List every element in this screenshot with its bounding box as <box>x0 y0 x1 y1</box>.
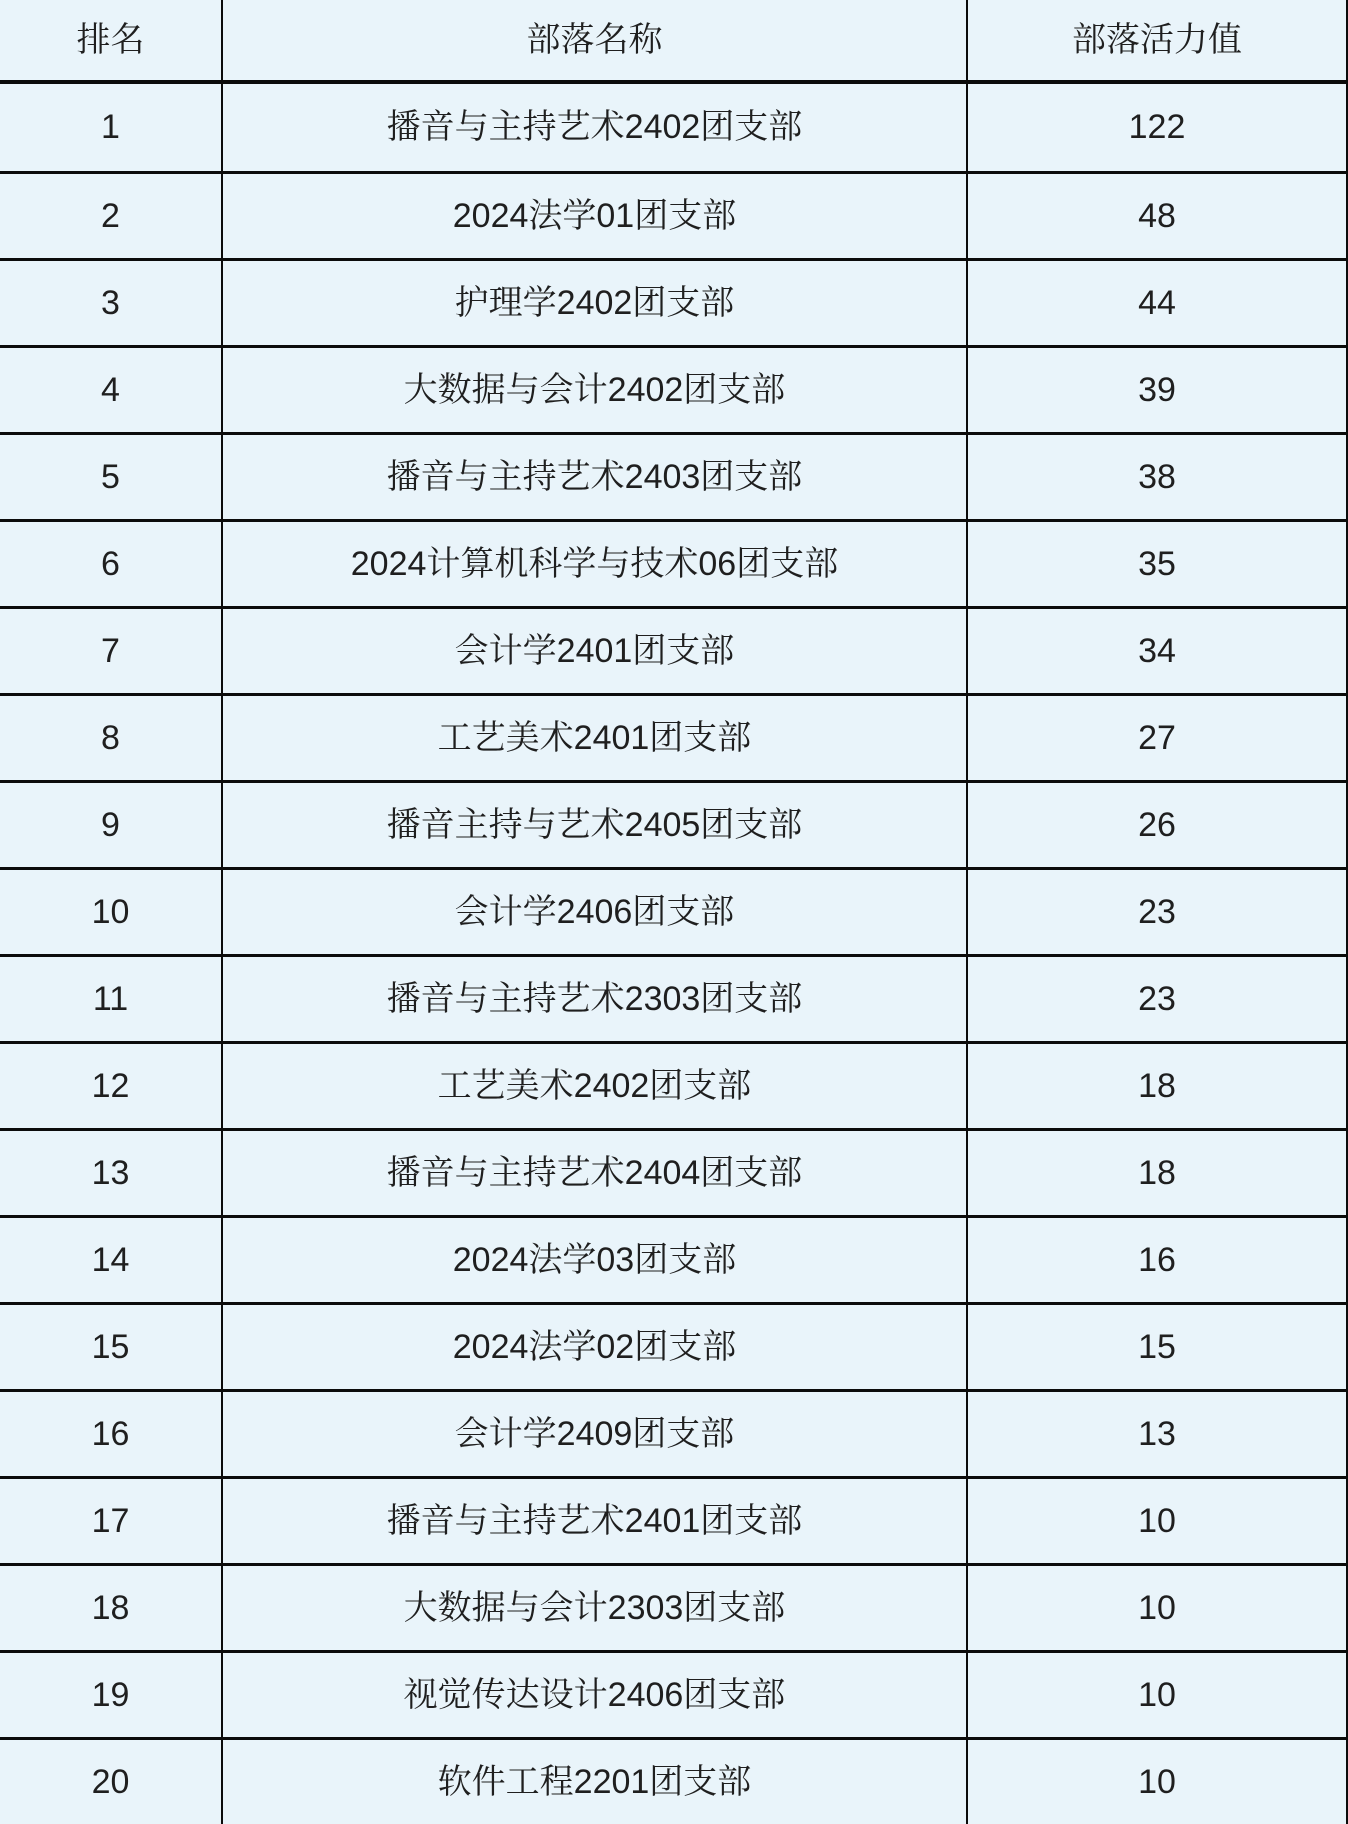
tribe-name-cell: 会计学2409团支部 <box>223 1392 968 1476</box>
rank-cell: 1 <box>0 84 223 171</box>
tribe-name-cell: 2024计算机科学与技术06团支部 <box>223 522 968 606</box>
rank-cell: 3 <box>0 261 223 345</box>
rank-cell: 16 <box>0 1392 223 1476</box>
rank-cell: 12 <box>0 1044 223 1128</box>
vitality-cell: 122 <box>968 84 1348 171</box>
vitality-cell: 27 <box>968 696 1348 780</box>
rank-cell: 7 <box>0 609 223 693</box>
rank-cell: 19 <box>0 1653 223 1737</box>
table-row <box>0 84 1348 171</box>
table-row <box>0 519 1348 606</box>
vitality-cell: 26 <box>968 783 1348 867</box>
tribe-name-cell: 护理学2402团支部 <box>223 261 968 345</box>
vitality-cell: 10 <box>968 1653 1348 1737</box>
tribe-name-cell: 软件工程2201团支部 <box>223 1740 968 1824</box>
table-row <box>0 1476 1348 1563</box>
rank-cell: 4 <box>0 348 223 432</box>
vitality-cell: 18 <box>968 1131 1348 1215</box>
table-row <box>0 345 1348 432</box>
vitality-cell: 10 <box>968 1566 1348 1650</box>
vitality-cell: 10 <box>968 1479 1348 1563</box>
tribe-name-cell: 播音与主持艺术2403团支部 <box>223 435 968 519</box>
rank-cell: 11 <box>0 957 223 1041</box>
tribe-name-cell: 2024法学01团支部 <box>223 174 968 258</box>
rank-cell: 20 <box>0 1740 223 1824</box>
vitality-cell: 18 <box>968 1044 1348 1128</box>
table-row <box>0 954 1348 1041</box>
vitality-cell: 16 <box>968 1218 1348 1302</box>
tribe-name-cell: 播音与主持艺术2404团支部 <box>223 1131 968 1215</box>
tribe-name-cell: 大数据与会计2402团支部 <box>223 348 968 432</box>
table-row <box>0 867 1348 954</box>
tribe-name-cell: 播音主持与艺术2405团支部 <box>223 783 968 867</box>
table-row <box>0 1128 1348 1215</box>
table-row <box>0 606 1348 693</box>
rank-cell: 17 <box>0 1479 223 1563</box>
rank-cell: 6 <box>0 522 223 606</box>
tribe-name-cell: 工艺美术2402团支部 <box>223 1044 968 1128</box>
table-row <box>0 1389 1348 1476</box>
vitality-cell: 10 <box>968 1740 1348 1824</box>
rank-cell: 10 <box>0 870 223 954</box>
header-vitality-value: 部落活力值 <box>968 0 1348 80</box>
vitality-cell: 15 <box>968 1305 1348 1389</box>
table-row <box>0 780 1348 867</box>
tribe-name-cell: 播音与主持艺术2401团支部 <box>223 1479 968 1563</box>
tribe-name-cell: 大数据与会计2303团支部 <box>223 1566 968 1650</box>
tribe-name-cell: 播音与主持艺术2402团支部 <box>223 84 968 171</box>
rank-cell: 14 <box>0 1218 223 1302</box>
tribe-name-cell: 播音与主持艺术2303团支部 <box>223 957 968 1041</box>
table-row <box>0 693 1348 780</box>
tribe-name-cell: 2024法学02团支部 <box>223 1305 968 1389</box>
vitality-cell: 48 <box>968 174 1348 258</box>
vitality-cell: 23 <box>968 870 1348 954</box>
vitality-cell: 23 <box>968 957 1348 1041</box>
tribe-name-cell: 视觉传达设计2406团支部 <box>223 1653 968 1737</box>
table-row <box>0 258 1348 345</box>
header-tribe-name: 部落名称 <box>223 0 968 80</box>
vitality-cell: 35 <box>968 522 1348 606</box>
rank-cell: 13 <box>0 1131 223 1215</box>
vitality-cell: 39 <box>968 348 1348 432</box>
table-row <box>0 171 1348 258</box>
tribe-name-cell: 会计学2406团支部 <box>223 870 968 954</box>
vitality-cell: 13 <box>968 1392 1348 1476</box>
table-row <box>0 1215 1348 1302</box>
table-header-row <box>0 0 1348 84</box>
table-row <box>0 1650 1348 1737</box>
rank-cell: 18 <box>0 1566 223 1650</box>
table-row <box>0 432 1348 519</box>
tribe-name-cell: 工艺美术2401团支部 <box>223 696 968 780</box>
rank-cell: 9 <box>0 783 223 867</box>
header-rank: 排名 <box>0 0 223 80</box>
vitality-cell: 44 <box>968 261 1348 345</box>
vitality-cell: 34 <box>968 609 1348 693</box>
rank-cell: 8 <box>0 696 223 780</box>
table-row <box>0 1041 1348 1128</box>
tribe-name-cell: 2024法学03团支部 <box>223 1218 968 1302</box>
rank-cell: 15 <box>0 1305 223 1389</box>
tribe-name-cell: 会计学2401团支部 <box>223 609 968 693</box>
table-row <box>0 1563 1348 1650</box>
rank-cell: 5 <box>0 435 223 519</box>
vitality-cell: 38 <box>968 435 1348 519</box>
table-body <box>0 84 1348 1824</box>
table-row <box>0 1302 1348 1389</box>
table-row <box>0 1737 1348 1824</box>
rank-cell: 2 <box>0 174 223 258</box>
